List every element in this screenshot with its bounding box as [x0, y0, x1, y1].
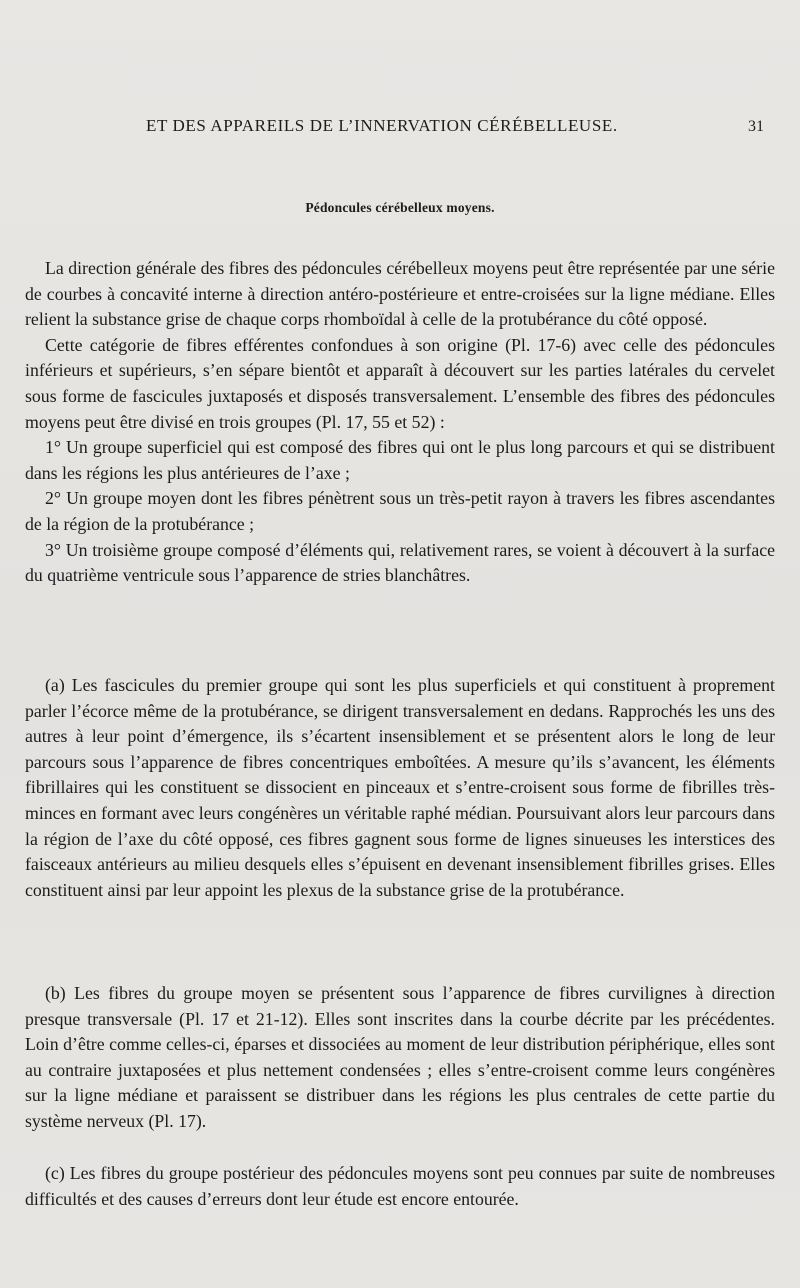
- running-head: [0, 116, 800, 140]
- paragraph: (a) Les fascicules du premier groupe qui sont les plus superficiels et qui constituent à proprement parler l’écorce même de la protubérance, se dirigent transversalement en dedans. Rapprochés les uns des autres à leur point d’émergence, ils s’écartent insensiblement et se présentent alors le long de leur parcours sous l’apparence de fibres concentriques emboîtées. A mesure qu’ils s’avancent, les éléments fibrillaires qui les constituent se dissocient en pinceaux et s’entre-croisent sous forme de fibrilles très-minces en formant avec leurs congénères un véritable raphé médian. Poursuivant alors leur parcours dans la région de l’axe du côté opposé, ces fibres gagnent sous forme de lignes sinueuses les interstices des faisceaux antérieurs au milieu desquels elles s’épuisent en devenant insensiblement fibrilles grises. Elles constituent ainsi par leur appoint les plexus de la substance grise de la protubérance.: [25, 675, 775, 900]
- section-b-block: [25, 981, 775, 1135]
- paragraph: 2° Un groupe moyen dont les fibres pénètrent sous un très-petit rayon à travers les fibres ascendantes de la région de la protubérance ;: [25, 488, 775, 534]
- section-title: Pédoncules cérébelleux moyens.: [305, 200, 495, 215]
- page-number: 31: [748, 118, 764, 135]
- paragraph: 3° Un troisième groupe composé d’éléments qui, relativement rares, se voient à découvert à la surface du quatrième ventricule sous l’apparence de stries blanchâtres.: [25, 539, 775, 586]
- section-a-block: [25, 673, 775, 903]
- intro-block: [25, 256, 775, 589]
- section-c-block: [25, 1161, 775, 1212]
- paragraph: 1° Un groupe superficiel qui est composé des fibres qui ont le plus long parcours et qui se distribuent dans les régions les plus antérieures de l’axe ;: [25, 437, 775, 483]
- paragraph: Cette catégorie de fibres efférentes confondues à son origine (Pl. 17-6) avec celle des pédoncules inférieurs et supérieurs, s’en sépare bientôt et apparaît à découvert sur les parties latérales du cervelet sous forme de fascicules juxtaposés et disposés transversalement. L’ensemble des fibres des pédoncules moyens peut être divisé en trois groupes (Pl. 17, 55 et 52) :: [25, 334, 775, 432]
- paragraph: (b) Les fibres du groupe moyen se présentent sous l’apparence de fibres curvilignes à direction presque transversale (Pl. 17 et 21-12). Elles sont inscrites dans la courbe décrite par les précédentes. Loin d’être comme celles-ci, éparses et dissociées au moment de leur distribution périphérique, elles sont au contraire juxtaposées et plus nettement condensées ; elles s’entre-croisent comme leurs congénères sur la ligne médiane et paraissent se distribuer dans les régions les plus centrales de cette partie du système nerveux (Pl. 17).: [25, 983, 775, 1131]
- paragraph: (c) Les fibres du groupe postérieur des pédoncules moyens sont peu connues par suite de nombreuses difficultés et des causes d’erreurs dont leur étude est encore entourée.: [25, 1163, 775, 1209]
- paragraph: La direction générale des fibres des pédoncules cérébelleux moyens peut être représentée par une série de courbes à concavité interne à direction antéro-postérieure et entre-croisées sur la ligne médiane. Elles relient la substance grise de chaque corps rhomboïdal à celle de la protubérance du côté opposé.: [25, 258, 775, 330]
- running-title: ET DES APPAREILS DE L’INNERVATION CÉRÉBELLEUSE.: [146, 116, 618, 135]
